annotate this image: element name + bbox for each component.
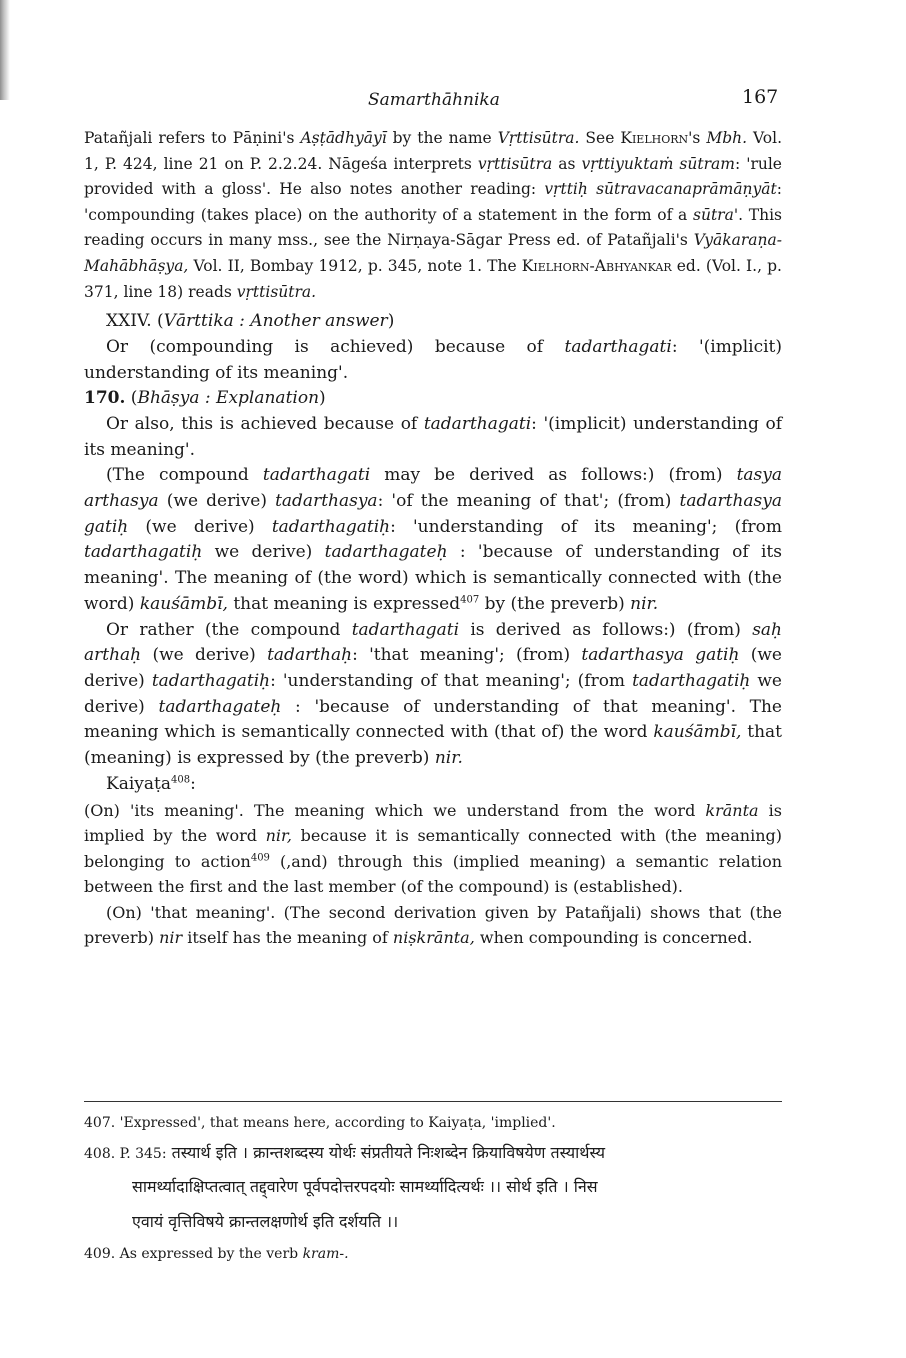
footnote-408-line-2: सामर्थ्यादाक्षिप्तत्वात् तद्द्वारेण पूर्वपदोत्तरपदयोः सामर्थ्यादित्यर्थः ।। सोर्थ इति । निस (132, 1177, 598, 1196)
page-number: 167 (742, 86, 779, 108)
footnote-ref-407[interactable]: 407 (460, 594, 480, 606)
footnote-407: 407. 'Expressed', that means here, according to Kaiyaṭa, 'implied'. (84, 1115, 556, 1131)
bhasya-para-3: Or rather (the compound tadarthagati is derived as follows:) (from) saḥ arthaḥ (we derive) tadarthaḥ: 'that meaning'; (from) tadarthasya gatiḥ (we derive) tadarthagatiḥ: 'understanding of that meaning'; (from tadarthagatiḥ we derive) tadarthagateḥ : 'because of understanding of that meaning'. The meaning which is semantically connected with (that of) the word kauśāmbī, that (meaning) is expressed by (the preverb) nir. (84, 619, 783, 769)
scan-edge-shadow (0, 0, 10, 100)
vrttisutra-note: Patañjali refers to Pāṇini's Aṣṭādhyāyī by the name Vṛttisūtra. See Kielhorn's Mbh. Vol. 1, P. 424, line 21 on P. 2.2.24. Nāgeśa interprets vṛttisūtra as vṛttiyuktaṁ sūtram: 'rule provided with a gloss'. He also notes another reading: vṛttiḥ sūtravacanaprāmāṇyāt: 'compounding (takes place) on the authority of a statement in the form of a sūtra'. This reading occurs in many mss., see the Nirṇaya-Sāgar Press ed. of Patañjali's Vyākaraṇa- Mahābhāṣya, Vol. II, Bombay 1912, p. 345, note 1. The Kielhorn-Abhyankar ed. (Vol. I., p. 371, line 18) reads vṛttisūtra. (84, 129, 783, 301)
varttika-text: Or (compounding is achieved) because of tadarthagati: '(implicit) understanding of its meaning'. (84, 336, 782, 383)
footnote-ref-409[interactable]: 409 (250, 852, 270, 864)
footnote-409: 409. As expressed by the verb kram-. (84, 1246, 349, 1262)
main-text (84, 126, 782, 951)
running-title: Samarthāhnika (368, 90, 500, 110)
page-header (0, 86, 906, 116)
section-heading: 170. (Bhāṣya : Explanation) (84, 388, 326, 409)
bhasya-para-1: Or also, this is achieved because of tadarthagati: '(implicit) understanding of its meaning'. (84, 413, 782, 460)
kaiyata-heading: Kaiyaṭa$^{408}$: (106, 773, 196, 794)
footnote-divider (84, 1101, 782, 1102)
footnote-408: 408. P. 345: तस्यार्थ इति । क्रान्तशब्दस्य योर्थः संप्रतीयते निःशब्देन क्रियाविषयेण तस्यार्थस्य (84, 1143, 605, 1162)
kaiyata-para-1: (On) 'its meaning'. The meaning which we understand from the word krānta is implied by the word nir, because it is semantically connected with (the meaning) belonging to action$^{409}$ (,and) through this (implied meaning) a semantic relation between the first and the last member (of the compound) is (established). (84, 800, 783, 897)
footnotes (84, 1108, 782, 1269)
varttika-heading: XXIV. (Vārttika : Another answer) (106, 311, 395, 332)
footnote-408-line-3: एवायं वृत्तिविषये क्रान्तलक्षणोर्थ इति दर्शयति ।। (132, 1212, 399, 1231)
footnote-ref-408[interactable]: 408 (170, 774, 191, 786)
bhasya-para-2: (The compound tadarthagati may be derived as follows:) (from) tasya arthasya (we derive) tadarthasya: 'of the meaning of that'; (from) tadarthasya gatiḥ (we derive) tadarthagatiḥ: 'understanding of its meaning'; (from tadarthagatiḥ we derive) tadarthagateḥ : 'because of understanding of its meaning'. The meaning of (the word) which is semantically connected with (the word) kauśāmbī, that meaning is expressed$^{407}$ by (the preverb) nir. (84, 465, 782, 614)
kaiyata-para-2: (On) 'that meaning'. (The second derivation given by Patañjali) shows that (the preverb) nir itself has the meaning of niṣkrānta, when compounding is concerned. (84, 902, 782, 948)
